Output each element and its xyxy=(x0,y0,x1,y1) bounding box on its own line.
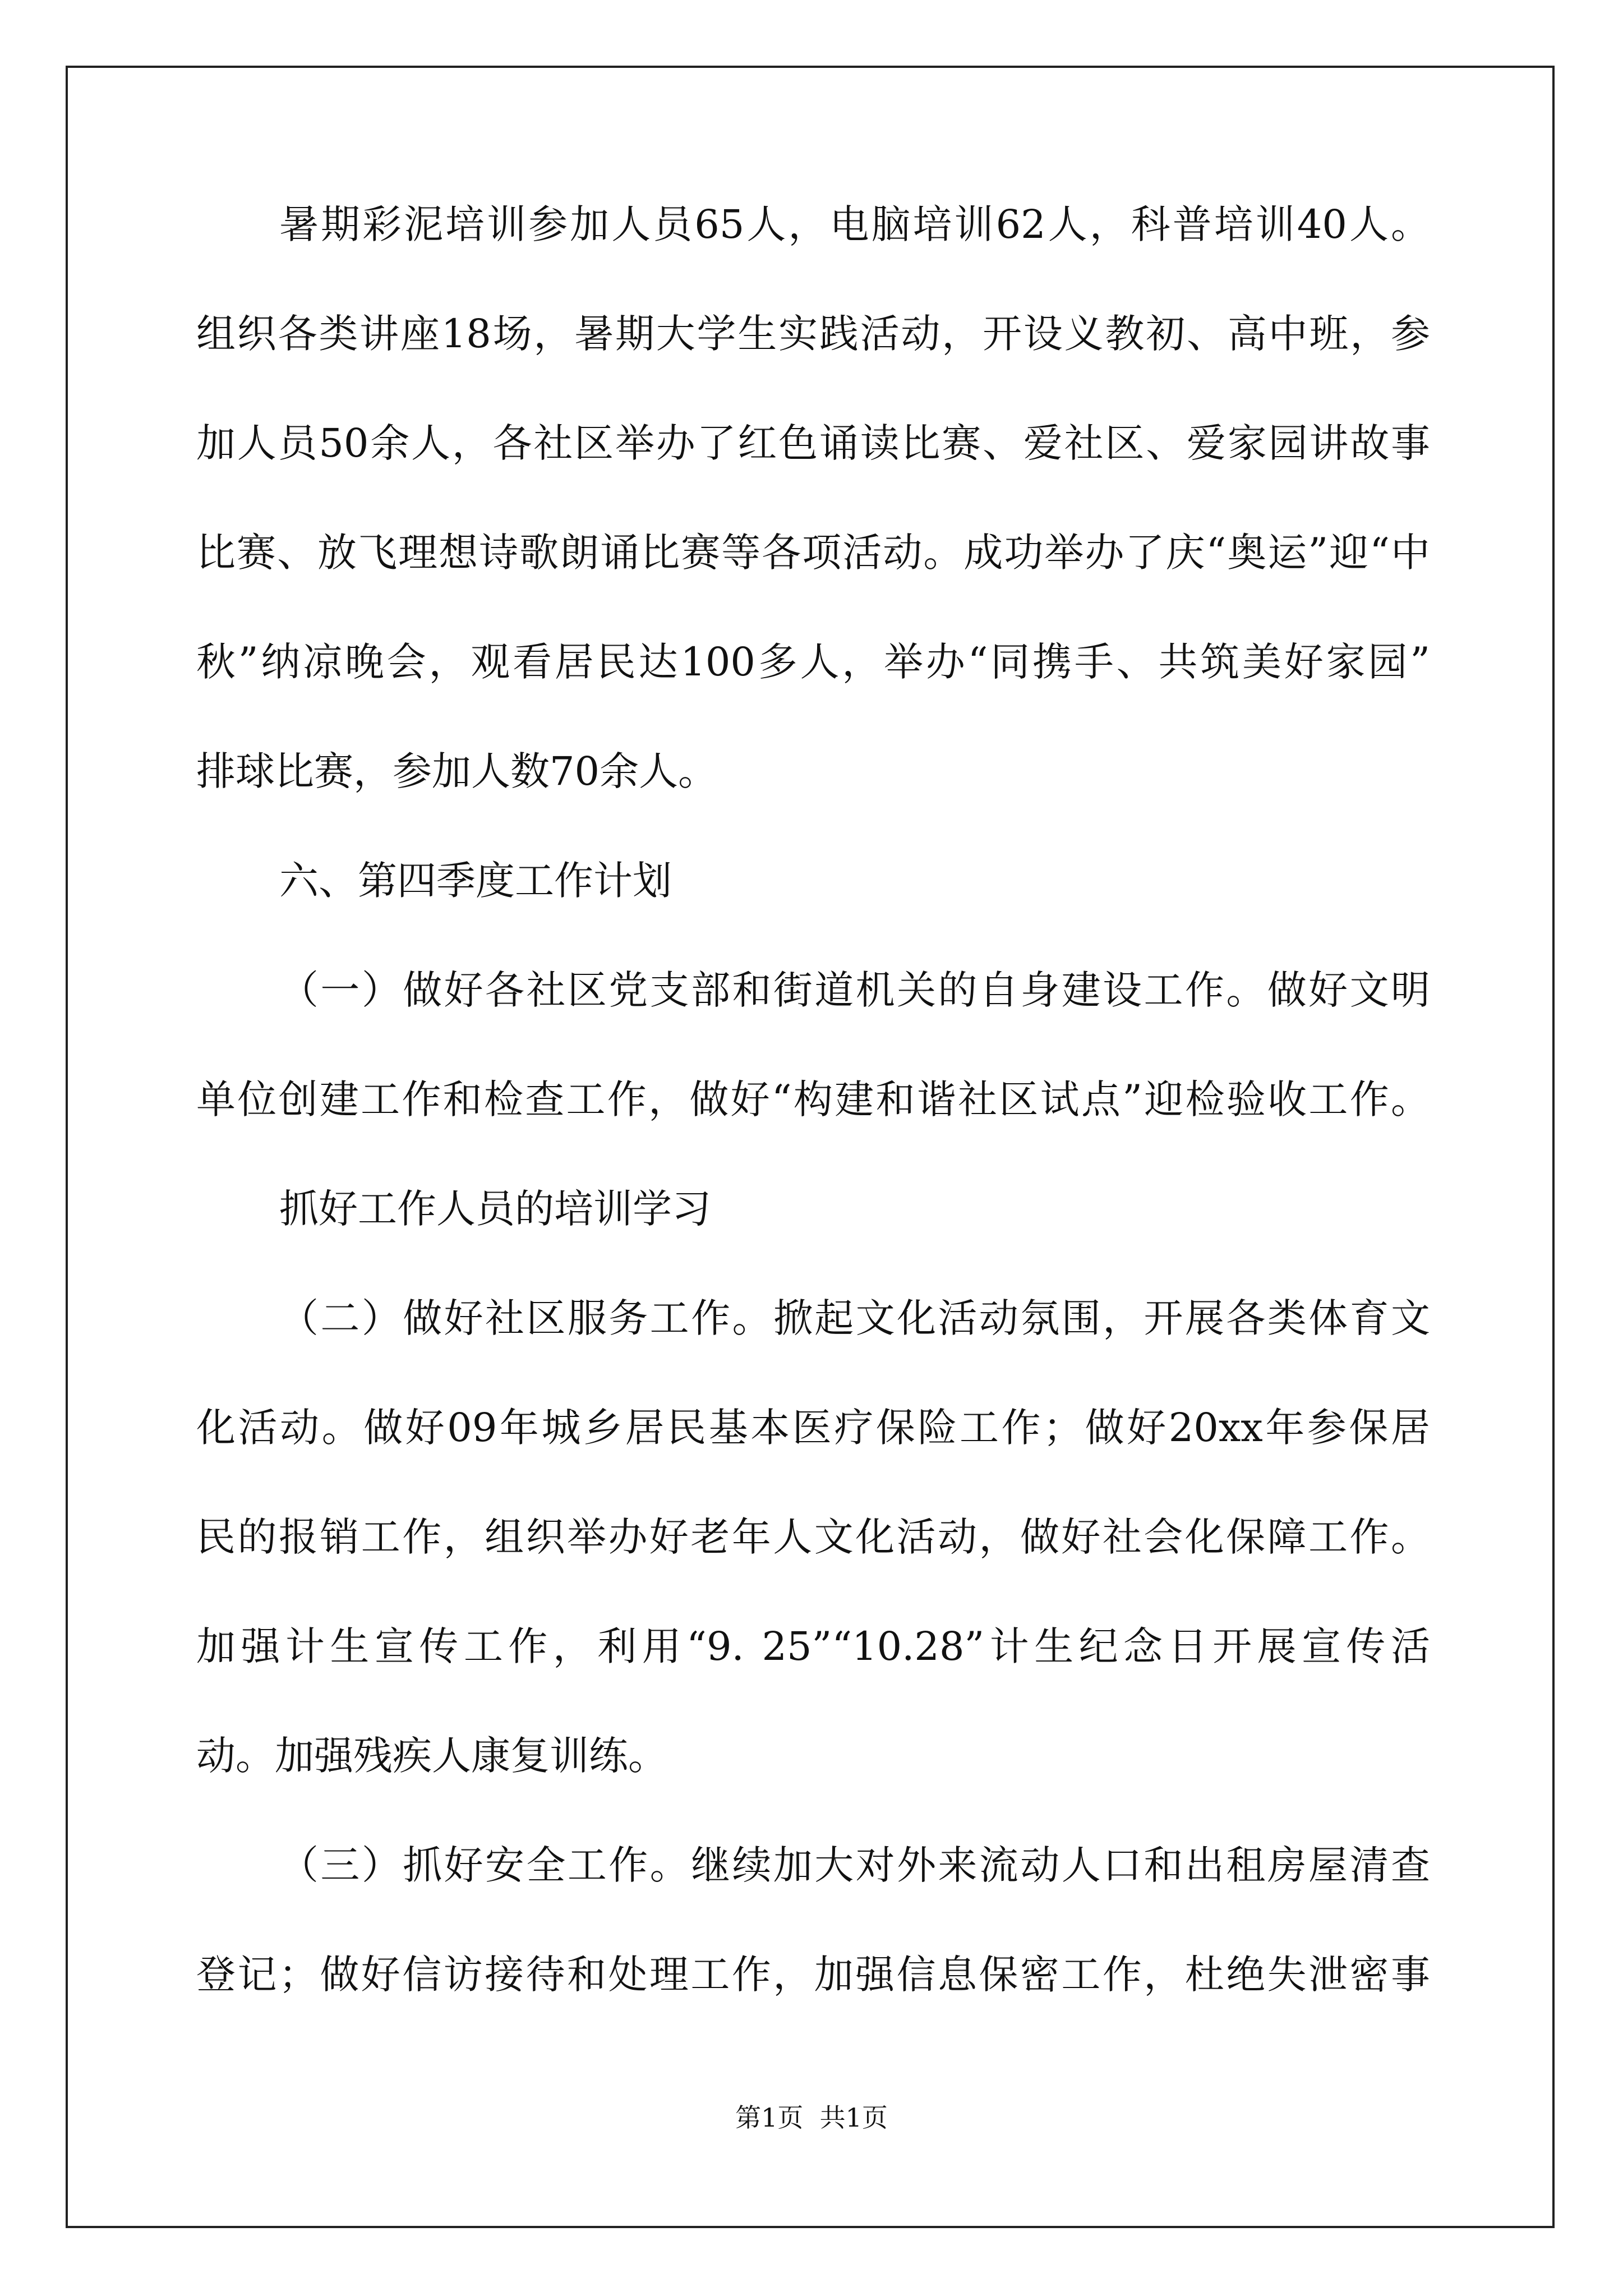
page-border xyxy=(66,66,1555,2228)
text-line: 加强计生宣传工作，利用“9. 25”“10.28”计生纪念日开展宣传活 xyxy=(196,1623,1430,1669)
text-line: （一）做好各社区党支部和街道机关的自身建设工作。做好文明 xyxy=(279,967,1430,1013)
text-line: 排球比赛，参加人数70余人。 xyxy=(196,748,718,794)
text-line: 动。加强残疾人康复训练。 xyxy=(196,1733,667,1779)
text-line: 加人员50余人，各社区举办了红色诵读比赛、爱社区、爱家园讲故事 xyxy=(196,420,1430,466)
text-line: 民的报销工作，组织举办好老年人文化活动，做好社会化保障工作。 xyxy=(196,1514,1430,1560)
text-line: 组织各类讲座18场，暑期大学生实践活动，开设义教初、高中班，参 xyxy=(196,311,1430,357)
text-line: （三）抓好安全工作。继续加大对外来流动人口和出租房屋清查 xyxy=(279,1842,1430,1888)
text-line: （二）做好社区服务工作。掀起文化活动氛围，开展各类体育文 xyxy=(279,1295,1430,1341)
text-line: 抓好工作人员的培训学习 xyxy=(279,1186,711,1232)
page-footer: 第1页 共1页 xyxy=(735,2102,888,2133)
text-line: 比赛、放飞理想诗歌朗诵比赛等各项活动。成功举办了庆“奥运”迎“中 xyxy=(196,530,1430,576)
text-line: 秋”纳凉晚会，观看居民达100多人，举办“同携手、共筑美好家园” xyxy=(196,639,1430,685)
text-line: 单位创建工作和检查工作，做好“构建和谐社区试点”迎检验收工作。 xyxy=(196,1076,1430,1122)
section-heading: 六、第四季度工作计划 xyxy=(279,858,672,904)
text-line: 化活动。做好09年城乡居民基本医疗保险工作；做好20xx年参保居 xyxy=(196,1405,1430,1451)
text-line: 暑期彩泥培训参加人员65人，电脑培训62人，科普培训40人。 xyxy=(279,201,1430,247)
text-line: 登记；做好信访接待和处理工作，加强信息保密工作，杜绝失泄密事 xyxy=(196,1952,1430,1998)
